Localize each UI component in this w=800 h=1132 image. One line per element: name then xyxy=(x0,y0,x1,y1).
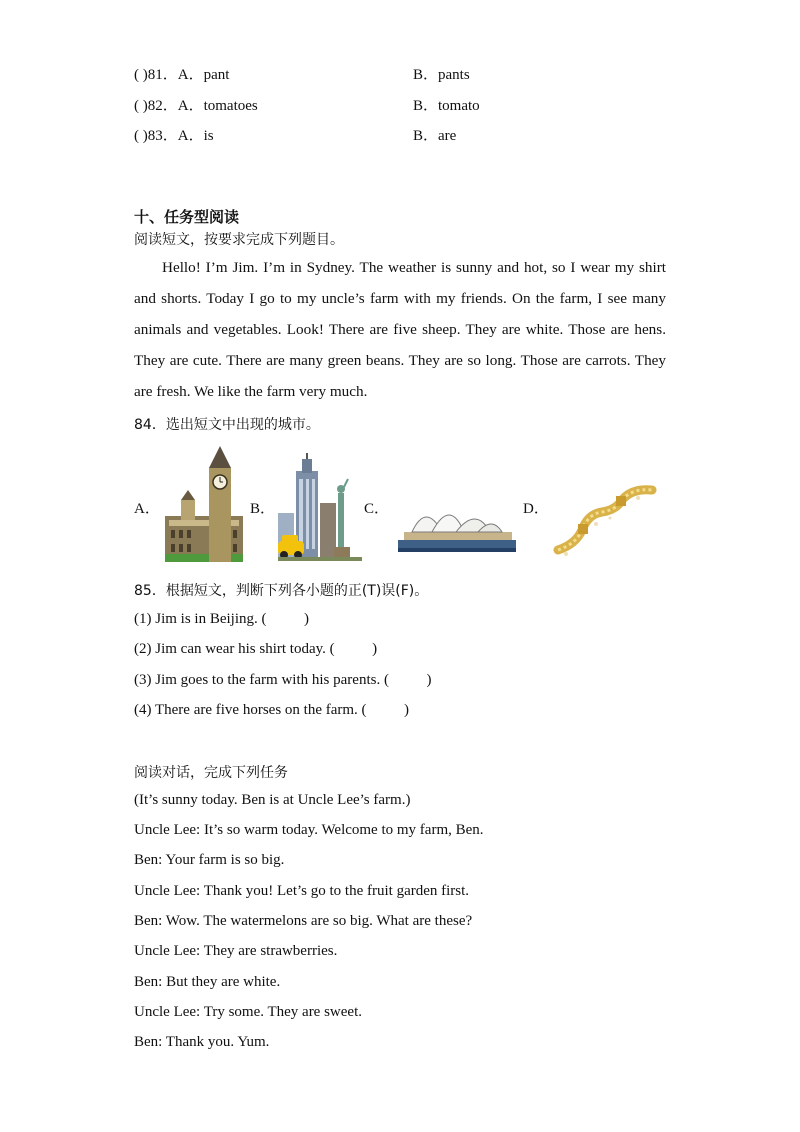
dialogue-line: Uncle Lee: Thank you! Let’s go to the fruit garden first. xyxy=(134,883,470,899)
dialogue-line: Uncle Lee: It’s so warm today. Welcome to my farm, Ben. xyxy=(134,822,484,838)
great-wall-icon xyxy=(552,484,660,558)
sydney-opera-house-icon xyxy=(398,498,516,552)
dialogue-line: Ben: But they are white. xyxy=(134,974,281,990)
tf-item-3: (3) Jim goes to the farm with his parents. ( ) xyxy=(134,672,432,688)
question-83-option-a: ( )83．A．is xyxy=(134,128,214,144)
reading-passage xyxy=(134,252,666,407)
reading-passage-text: Hello! I’m Jim. I’m in Sydney. The weather is sunny and hot, so I wear my shirt and shorts. Today I go to my uncle’s farm with my friends. On the farm, I see many animals and vegetables. Look! There are five sheep. They are white. Those are hens. They are cute. There are many green beans. They are so long. Those are carrots. They are fresh. We like the farm very much. xyxy=(134,259,666,400)
question-83-option-b: B．are xyxy=(413,128,457,144)
tf-item-1: (1) Jim is in Beijing. ( ) xyxy=(134,611,309,627)
question-82-option-a: ( )82．A．tomatoes xyxy=(134,98,258,114)
dialogue-line: Uncle Lee: They are strawberries. xyxy=(134,943,338,959)
dialogue-line: Uncle Lee: Try some. They are sweet. xyxy=(134,1004,362,1020)
new-york-skyline-icon xyxy=(278,453,362,561)
tf-item-2: (2) Jim can wear his shirt today. ( ) xyxy=(134,641,378,657)
section-title: 十、任务型阅读 xyxy=(134,208,240,226)
question-81-option-a: ( )81．A．pant xyxy=(134,67,230,83)
option-c-label: C． xyxy=(364,501,390,517)
question-85-prompt: 85．根据短文，判断下列各小题的正(T)误(F)。 xyxy=(134,583,429,599)
option-a-label: A． xyxy=(134,501,160,517)
question-84-prompt: 84．选出短文中出现的城市。 xyxy=(134,417,320,433)
big-ben-icon xyxy=(165,446,243,562)
question-82-option-b: B．tomato xyxy=(413,98,480,114)
dialogue-line: (It’s sunny today. Ben is at Uncle Lee’s farm.) xyxy=(134,792,411,808)
option-d-label: D． xyxy=(523,501,549,517)
section-instruction: 阅读短文，按要求完成下列题目。 xyxy=(134,232,344,248)
dialogue-line: Ben: Thank you. Yum. xyxy=(134,1034,270,1050)
option-b-label: B． xyxy=(250,501,276,517)
dialogue-instruction: 阅读对话，完成下列任务 xyxy=(134,765,288,781)
dialogue-line: Ben: Your farm is so big. xyxy=(134,852,285,868)
tf-item-4: (4) There are five horses on the farm. ( ) xyxy=(134,702,410,718)
dialogue-line: Ben: Wow. The watermelons are so big. What are these? xyxy=(134,913,473,929)
question-81-option-b: B．pants xyxy=(413,67,470,83)
